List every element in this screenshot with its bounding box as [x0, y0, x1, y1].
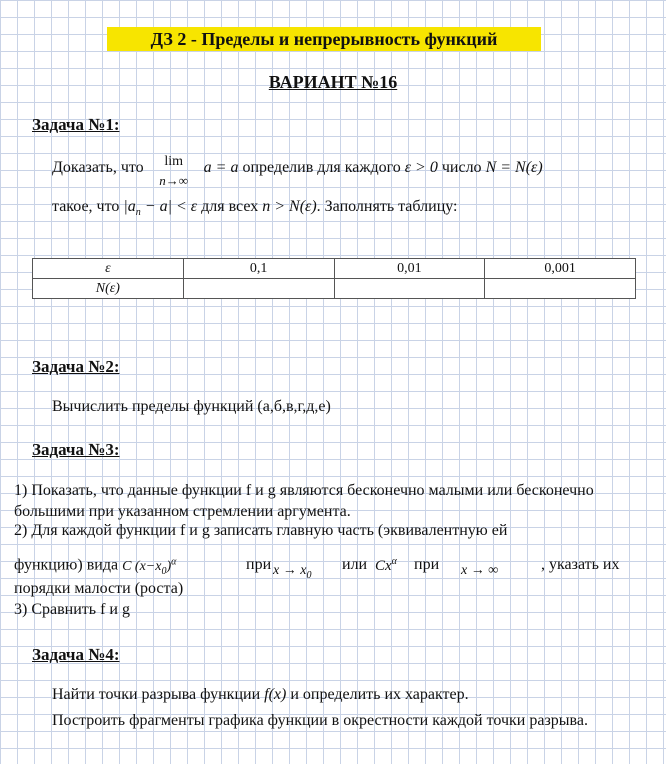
formula-c-x-minus-x0: C $(x-x_0)^\alpha$	[122, 556, 177, 577]
task4-line2: Построить фрагменты графика функции в окрестности каждой точки разрыва.	[52, 712, 588, 729]
lim-subscript: n→∞	[159, 173, 189, 188]
task1-text-such-that: такое, что	[52, 198, 120, 215]
task1-text-prove: Доказать, что	[52, 159, 144, 176]
task2-text: Вычислить пределы функций (а,б,в,г,д,е)	[52, 398, 331, 415]
table-cell: ε	[33, 259, 184, 279]
arrow-x-to-x0: $x \to x_0$	[273, 563, 312, 581]
limit-notation	[148, 154, 200, 188]
task3-text-specify: , указать их	[541, 556, 620, 573]
table-cell: 0,1	[183, 259, 334, 279]
task4-text-character: и определить их характер.	[290, 686, 469, 703]
task3-text-or: или	[342, 556, 368, 573]
task1-text-for-all: для всех	[201, 198, 259, 215]
task3-text-when-1: при	[246, 556, 272, 573]
task3-text-when-2: при	[414, 556, 440, 573]
task3-heading: Задача №3:	[32, 440, 120, 459]
table-cell: N(ε)	[33, 279, 184, 299]
task3-point1: 1) Показать, что данные функции f и g являются бесконечно малыми или бесконечно большими при указанном стремлении аргумента.	[14, 482, 594, 520]
table-cell: 0,01	[334, 259, 485, 279]
table-cell	[183, 279, 334, 299]
epsilon-condition: ε > 0	[404, 159, 438, 176]
task1-text-fill-table: . Заполнять таблицу:	[316, 198, 458, 215]
variant-heading: ВАРИАНТ №16	[268, 72, 398, 92]
arrow-x-to-infinity: x → ∞	[461, 563, 499, 578]
task1-line2	[52, 198, 457, 218]
n-condition: n > N(ε)	[262, 198, 317, 215]
task4-line1	[52, 686, 469, 704]
lim-expression: a = a	[203, 159, 239, 176]
task3-point2-line2	[14, 556, 176, 576]
lim-word: lim	[164, 154, 183, 169]
table-cell	[485, 279, 636, 299]
table-cell	[334, 279, 485, 299]
table-row	[33, 279, 636, 299]
n-of-epsilon: N = N(ε)	[485, 159, 543, 176]
task4-heading: Задача №4:	[32, 645, 120, 664]
task1-line1	[52, 154, 543, 188]
task3-text-of-form: функцию) вида	[14, 556, 119, 574]
function-fx: f(x)	[264, 686, 287, 703]
abs-inequality: $|a_n - a| < \varepsilon$	[123, 198, 198, 219]
table-row	[33, 259, 636, 279]
document-title: ДЗ 2 - Пределы и непрерывность функций	[107, 27, 541, 51]
task1-text-number: число	[441, 159, 482, 176]
task3-point2-line1: 2) Для каждой функции f и g записать главную часть (эквивалентную ей	[14, 522, 508, 539]
task4-text-find: Найти точки разрыва функции	[52, 686, 261, 703]
task1-heading: Задача №1:	[32, 115, 120, 134]
task3-point3: 3) Сравнить f и g	[14, 601, 130, 618]
task3-point2-line3: порядки малости (роста)	[14, 580, 184, 597]
epsilon-table	[32, 258, 636, 299]
task2-heading: Задача №2:	[32, 357, 120, 376]
formula-cx-alpha: $Cx^\alpha$	[375, 556, 397, 574]
table-cell: 0,001	[485, 259, 636, 279]
task1-text-defining: определив для каждого	[242, 159, 401, 176]
